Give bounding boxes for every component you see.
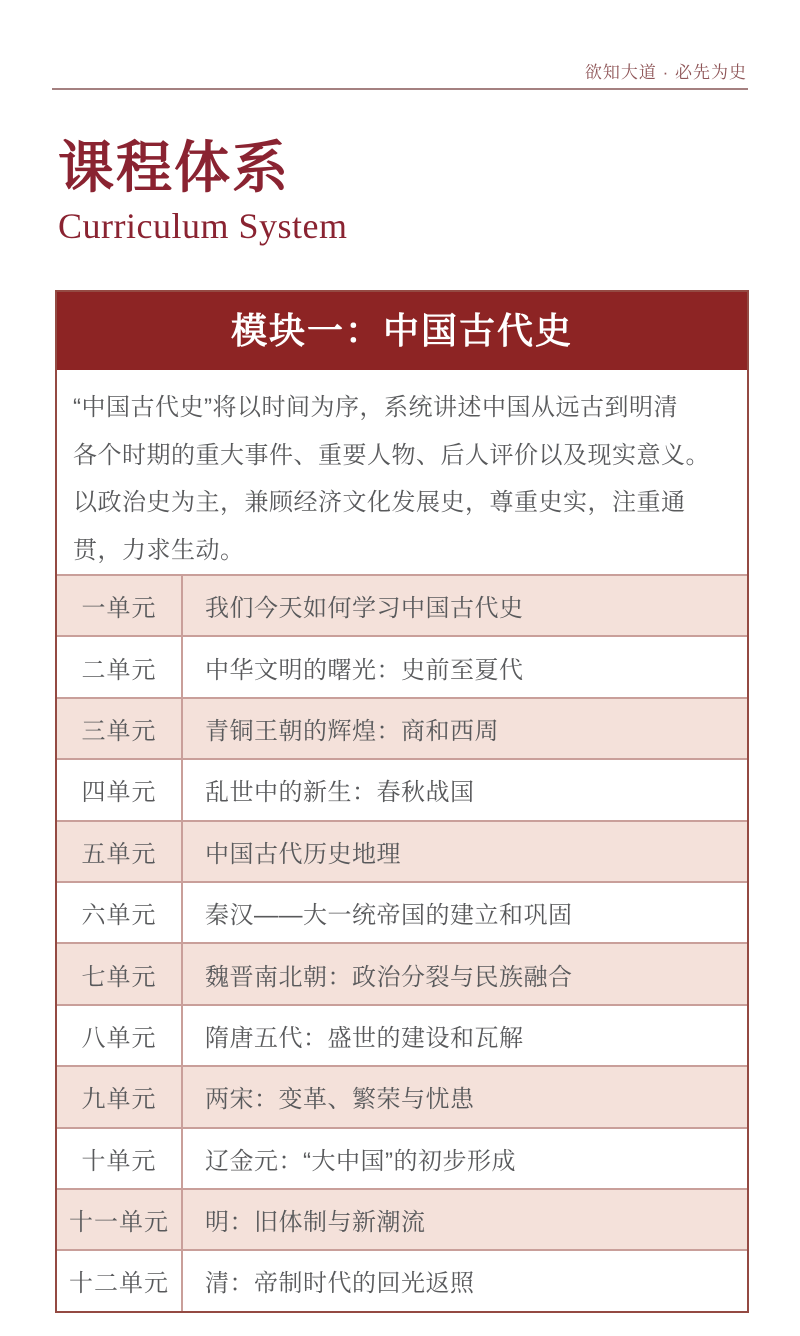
header-rule xyxy=(52,88,748,90)
table-row xyxy=(57,943,747,1004)
topic-cell: 青铜王朝的辉煌：商和西周 xyxy=(205,717,499,745)
table-row xyxy=(57,636,747,697)
page-motto: 欲知大道 · 必先为史 xyxy=(584,63,747,82)
unit-cell: 六单元 xyxy=(57,882,182,943)
unit-cell: 五单元 xyxy=(57,821,182,882)
topic-cell: 隋唐五代：盛世的建设和瓦解 xyxy=(205,1024,524,1052)
page-subtitle: Curriculum System xyxy=(58,206,348,246)
topic-cell: 秦汉——大一统帝国的建立和巩固 xyxy=(205,902,573,930)
units-table xyxy=(57,574,747,1311)
unit-cell: 十一单元 xyxy=(57,1189,182,1250)
description-line: 贯，力求生动。 xyxy=(73,536,245,564)
table-row xyxy=(57,759,747,820)
table-row xyxy=(57,1066,747,1127)
topic-cell: 明：旧体制与新潮流 xyxy=(205,1209,426,1237)
description-line: 以政治史为主，兼顾经济文化发展史，尊重史实，注重通 xyxy=(73,489,686,516)
topic-cell: 我们今天如何学习中国古代史 xyxy=(205,595,524,623)
unit-cell: 四单元 xyxy=(57,759,182,820)
unit-cell: 二单元 xyxy=(57,636,182,697)
table-row xyxy=(57,1250,747,1310)
module-description xyxy=(57,370,747,574)
topic-cell: 中国古代历史地理 xyxy=(205,840,401,868)
description-line: “中国古代史”将以时间为序，系统讲述中国从远古到明清 xyxy=(73,394,678,421)
module-header: 模块一：中国古代史 xyxy=(57,292,747,370)
unit-cell: 七单元 xyxy=(57,943,182,1004)
table-row xyxy=(57,882,747,943)
topic-cell: 魏晋南北朝：政治分裂与民族融合 xyxy=(205,963,573,991)
table-row xyxy=(57,1189,747,1250)
topic-cell: 辽金元：“大中国”的初步形成 xyxy=(205,1147,516,1175)
table-row xyxy=(57,821,747,882)
page-title: 课程体系 xyxy=(58,136,290,199)
table-row xyxy=(57,1128,747,1189)
topic-cell: 乱世中的新生：春秋战国 xyxy=(205,779,475,807)
unit-cell: 十二单元 xyxy=(57,1250,182,1310)
unit-cell: 十单元 xyxy=(57,1128,182,1189)
unit-cell: 三单元 xyxy=(57,698,182,759)
topic-cell: 中华文明的曙光：史前至夏代 xyxy=(205,656,524,684)
description-line: 各个时期的重大事件、重要人物、后人评价以及现实意义。 xyxy=(73,441,710,469)
table-row xyxy=(57,575,747,636)
unit-cell: 八单元 xyxy=(57,1005,182,1066)
topic-cell: 两宋：变革、繁荣与忧患 xyxy=(205,1086,475,1114)
unit-cell: 九单元 xyxy=(57,1066,182,1127)
unit-cell: 一单元 xyxy=(57,575,182,636)
table-row xyxy=(57,1005,747,1066)
topic-cell: 清：帝制时代的回光返照 xyxy=(205,1270,475,1298)
table-row xyxy=(57,698,747,759)
module-card xyxy=(55,290,749,1313)
